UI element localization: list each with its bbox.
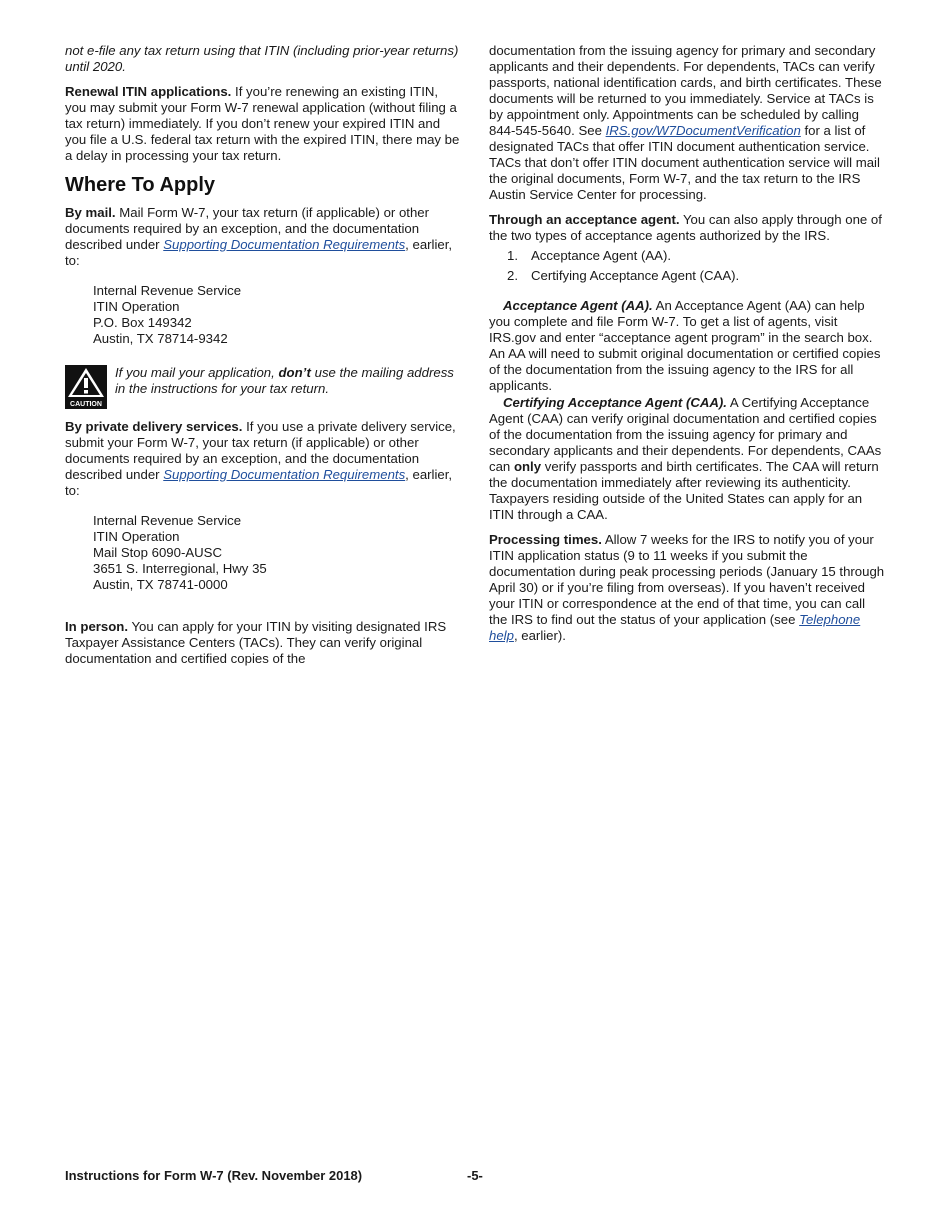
private-delivery-text: If you use a private delivery service, submit your Form W-7, your tax return (if applicable) or other documents required by an exception, and the documentation described under bbox=[65, 419, 456, 482]
page-number: -5- bbox=[467, 1168, 483, 1183]
address-line: Austin, TX 78741-0000 bbox=[93, 577, 228, 592]
section-title: Where To Apply bbox=[65, 174, 215, 196]
aa-paragraph bbox=[489, 298, 887, 394]
list-item bbox=[507, 248, 887, 264]
processing-heading: Processing times. bbox=[489, 532, 602, 547]
address-line: ITIN Operation bbox=[93, 299, 180, 314]
aa-text: An Acceptance Agent (AA) can help you complete and file Form W-7. To get a list of agents, visit IRS.gov and enter “acceptance agent program” in the search box. An AA will need to submit original documentation or certified copies of the documentation from the issuing agency to the IRS for all applicants. bbox=[489, 298, 881, 393]
list-item-number: 2. bbox=[507, 268, 518, 283]
footer-title: Instructions for Form W-7 (Rev. November 2018) bbox=[65, 1168, 363, 1183]
by-mail-paragraph bbox=[65, 205, 460, 269]
caution-bold: don’t bbox=[278, 365, 311, 380]
caa-text: A Certifying Acceptance Agent (CAA) can verify original documentation and certified copies of the documentation from the issuing agency for primary and secondary applicants and their dependents. For dependents, CAAs can bbox=[489, 395, 882, 474]
continuation-text-after: for a list of designated TACs that offer ITIN document authentication service. TACs that don’t offer ITIN document authentication service will mail the original documents, Form W-7, and the tax return to the IRS Austin Service Center for processing. bbox=[489, 123, 880, 202]
caa-text-after: verify passports and birth certificates. The CAA will return the documentation immediately after reviewing its authenticity. Taxpayers residing outside of the United States can apply for an ITIN through a CAA. bbox=[489, 459, 879, 522]
acceptance-agent-text: You can also apply through one of the two types of acceptance agents authorized by the IRS. bbox=[489, 212, 882, 243]
caa-heading: Certifying Acceptance Agent (CAA). bbox=[503, 395, 727, 410]
address-line: Mail Stop 6090-AUSC bbox=[93, 545, 223, 560]
private-delivery-heading: By private delivery services. bbox=[65, 419, 243, 434]
by-mail-heading: By mail. bbox=[65, 205, 116, 220]
telephone-help-link[interactable]: Telephone help bbox=[489, 612, 861, 643]
caa-paragraph bbox=[489, 395, 887, 523]
processing-text: Allow 7 weeks for the IRS to notify you of your ITIN application status (9 to 11 weeks if you submit the documentation during peak processing periods (January 15 through April 30) or if you’re filing from overseas). If you haven’t received your ITIN or correspondence at the end of that time, you can call the IRS to find out the status of your application (see bbox=[489, 532, 885, 627]
mail-address bbox=[93, 283, 460, 347]
page-footer bbox=[65, 1168, 885, 1184]
address-line: Internal Revenue Service bbox=[93, 283, 242, 298]
private-delivery-paragraph bbox=[65, 419, 460, 499]
agent-type-list bbox=[489, 248, 887, 284]
caution-text-after: use the mailing address in the instructions for your tax return. bbox=[115, 365, 454, 396]
aa-heading: Acceptance Agent (AA). bbox=[503, 298, 653, 313]
right-column bbox=[489, 43, 887, 653]
acceptance-agent-paragraph bbox=[489, 212, 887, 244]
caution-note bbox=[65, 365, 460, 409]
in-person-paragraph bbox=[65, 619, 460, 667]
private-delivery-text-after: , earlier, to: bbox=[65, 467, 453, 498]
caution-icon bbox=[65, 365, 107, 409]
caution-icon-label: CAUTION bbox=[70, 401, 102, 408]
list-item-label: Acceptance Agent (AA). bbox=[531, 248, 672, 263]
processing-text-after: , earlier). bbox=[513, 628, 566, 643]
w7-verification-link[interactable]: IRS.gov/W7DocumentVerification bbox=[605, 123, 801, 138]
supporting-docs-link[interactable]: Supporting Documentation Requirements bbox=[163, 237, 406, 252]
by-mail-text: Mail Form W-7, your tax return (if applicable) or other documents required by an exception, and the documentation described under bbox=[65, 205, 430, 252]
renewal-heading: Renewal ITIN applications. bbox=[65, 84, 232, 99]
address-line: Austin, TX 78714-9342 bbox=[93, 331, 228, 346]
renewal-text: If you’re renewing an existing ITIN, you may submit your Form W-7 renewal application (without filing a tax return) immediately. If you don’t renew your expired ITIN and you file a U.S. federal tax return with the expired ITIN, there may be a delay in processing your tax return. bbox=[65, 84, 460, 163]
caution-text-before: If you mail your application, bbox=[115, 365, 275, 380]
processing-paragraph bbox=[489, 532, 887, 644]
by-mail-text-after: , earlier, to: bbox=[65, 237, 453, 268]
address-line: ITIN Operation bbox=[93, 529, 180, 544]
address-line: Internal Revenue Service bbox=[93, 513, 242, 528]
renewal-paragraph bbox=[65, 84, 460, 164]
in-person-text: You can apply for your ITIN by visiting designated IRS Taxpayer Assistance Centers (TACs). They can verify original documentation and certified copies of the bbox=[65, 619, 447, 666]
intro-italic-text: not e-file any tax return using that ITIN (including prior-year returns) until 2020. bbox=[65, 43, 459, 74]
delivery-address bbox=[93, 513, 460, 593]
continuation-text: documentation from the issuing agency for primary and secondary applicants and their dependents. For dependents, TACs can verify passports, national identification cards, and birth certificates. These documents will be returned to you immediately. Service at TACs is by appointment only. Appointments can be scheduled by calling 844-545-5640. See bbox=[489, 43, 882, 138]
address-line: 3651 S. Interregional, Hwy 35 bbox=[93, 561, 267, 576]
address-line: P.O. Box 149342 bbox=[93, 315, 192, 330]
acceptance-agent-heading: Through an acceptance agent. bbox=[489, 212, 680, 227]
list-item-number: 1. bbox=[507, 248, 518, 263]
in-person-heading: In person. bbox=[65, 619, 129, 634]
left-column bbox=[65, 43, 460, 676]
supporting-docs-link-2[interactable]: Supporting Documentation Requirements bbox=[163, 467, 406, 482]
list-item-label: Certifying Acceptance Agent (CAA). bbox=[531, 268, 740, 283]
caa-bold: only bbox=[513, 459, 542, 474]
continuation-paragraph bbox=[489, 43, 887, 203]
list-item bbox=[507, 268, 887, 284]
caution-text bbox=[115, 365, 460, 397]
